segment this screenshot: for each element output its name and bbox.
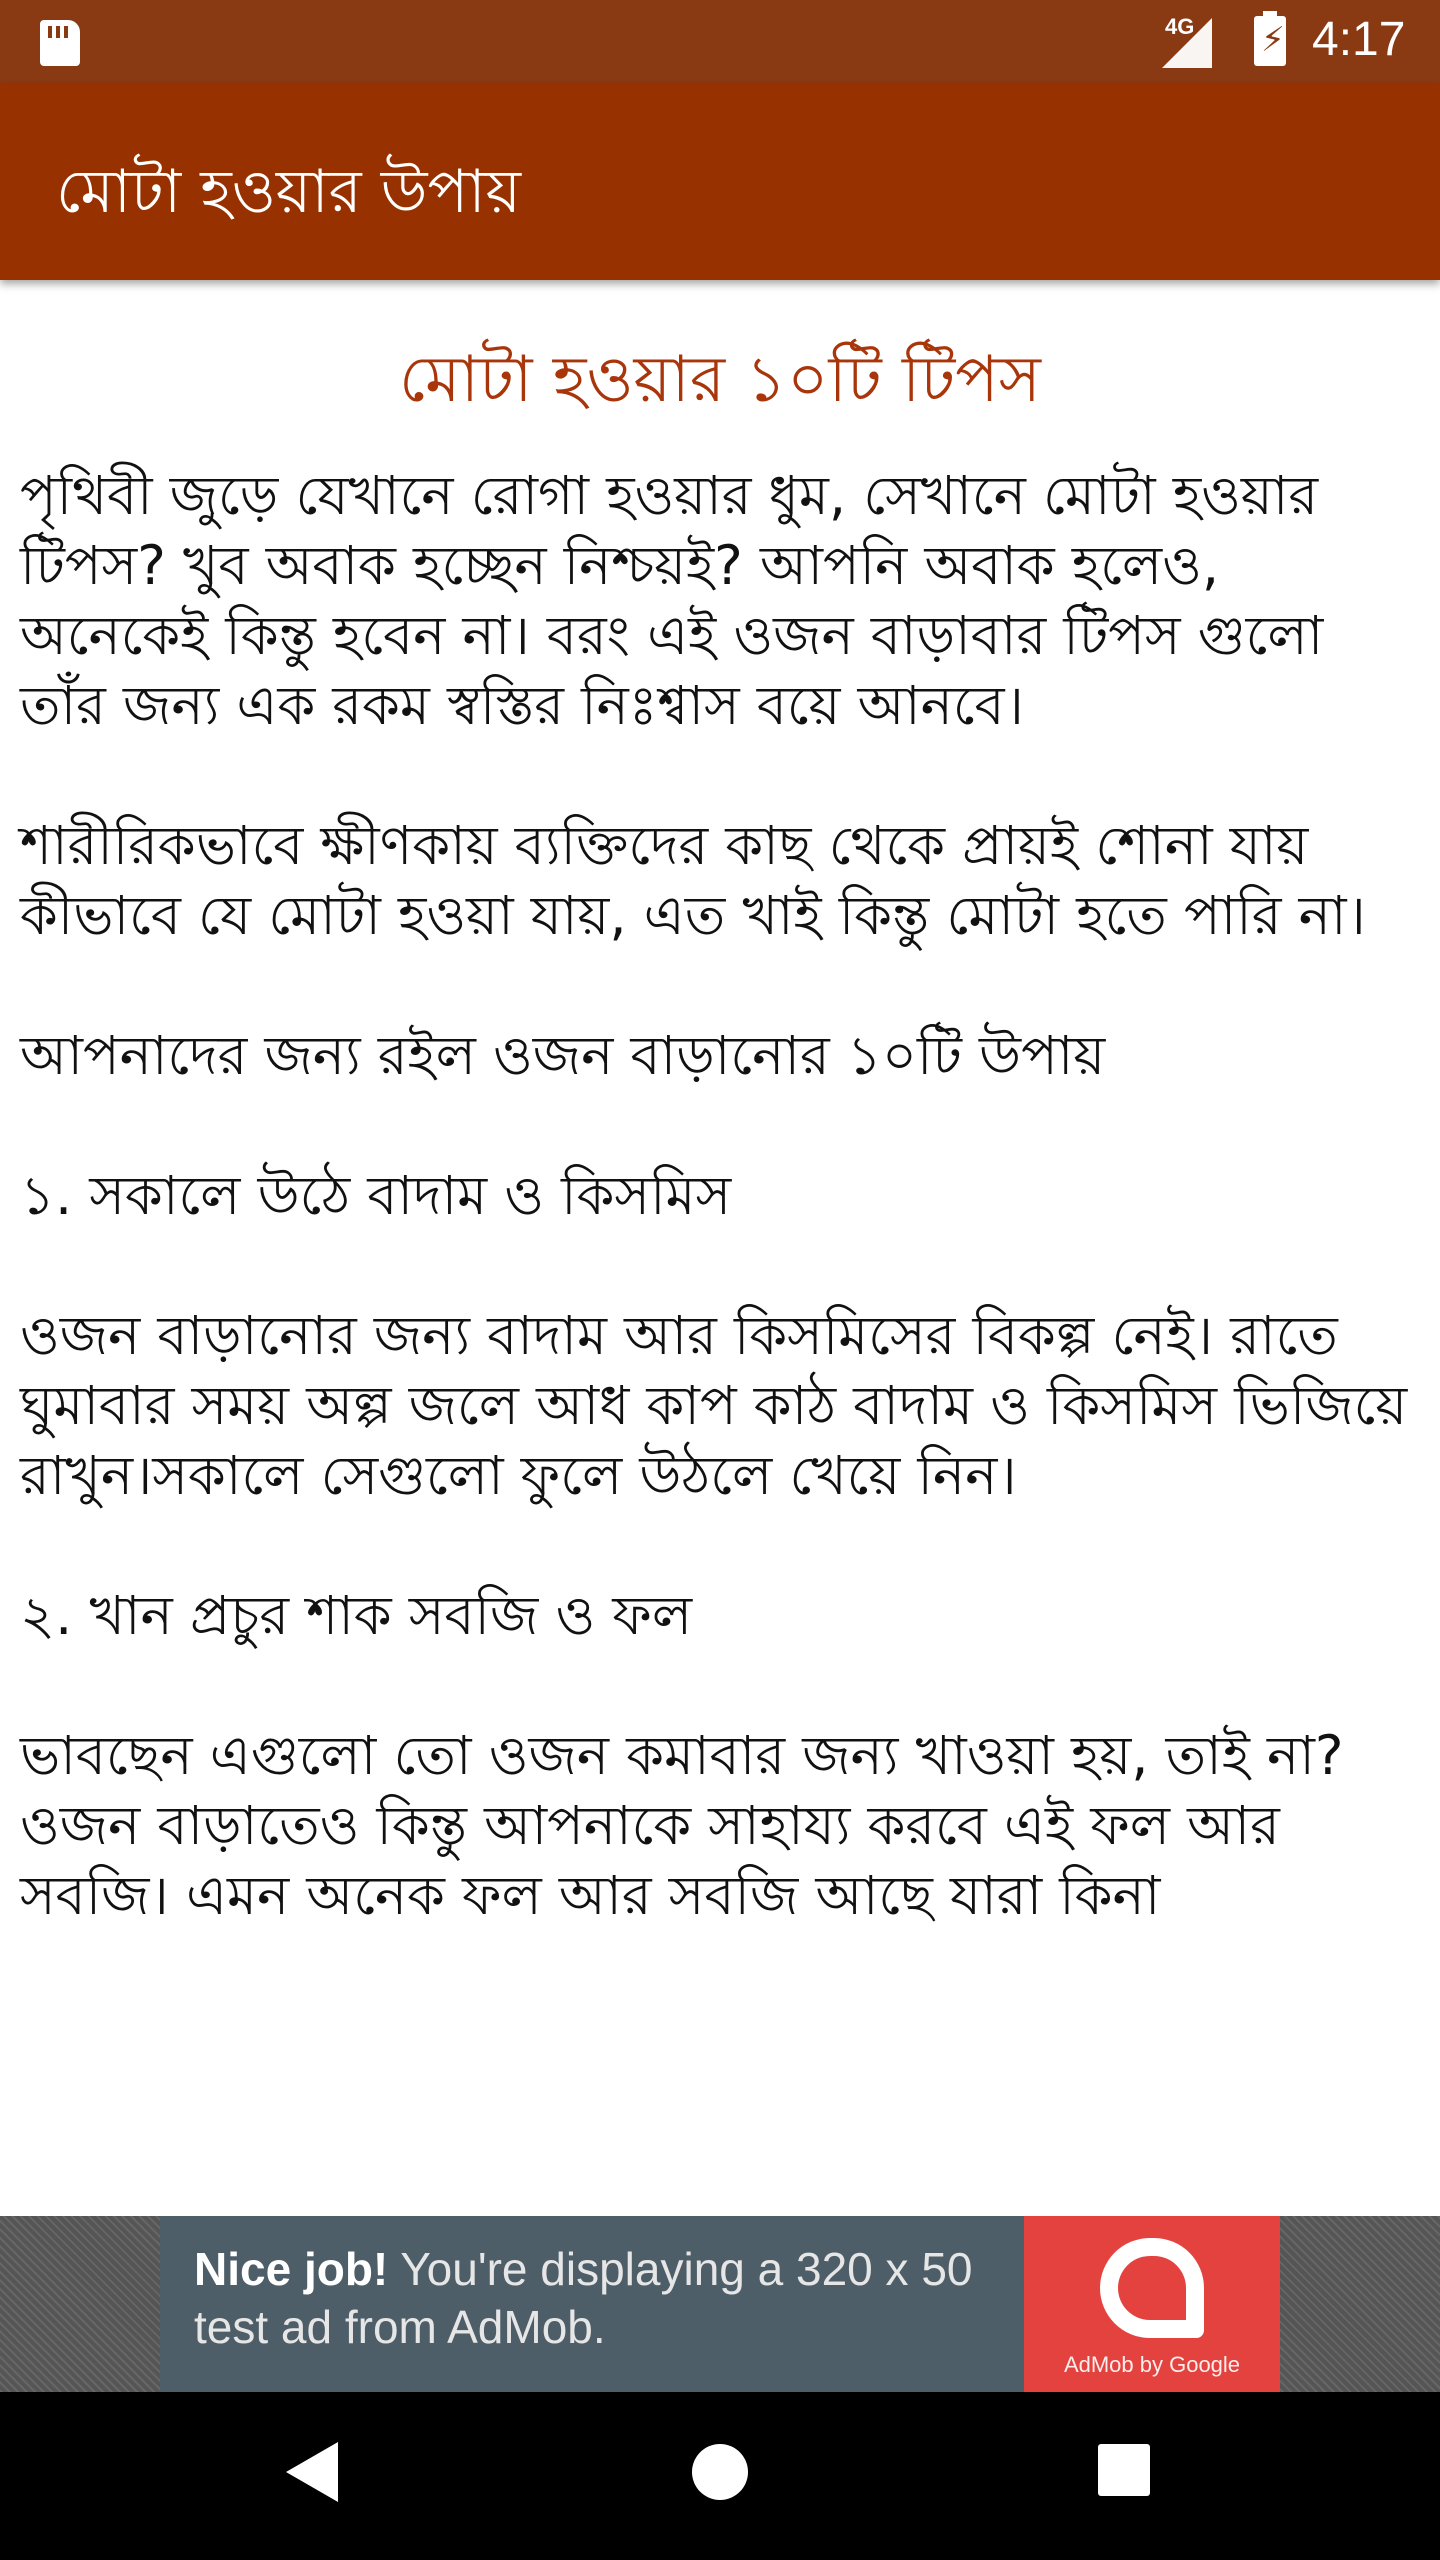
article-paragraph: ২. খান প্রচুর শাক সবজি ও ফল <box>20 1583 693 1647</box>
ad-banner[interactable] <box>0 2216 1440 2392</box>
network-type: 4G <box>1165 14 1195 39</box>
admob-icon <box>1100 2238 1204 2338</box>
navigation-bar <box>0 2392 1440 2560</box>
home-icon[interactable] <box>692 2444 748 2500</box>
article-paragraph: ওজন বাড়ানোর জন্য বাদাম আর কিসমিসের বিকল্প নেই। রাতে ঘুমাবার সময় অল্প জলে আধ কাপ কাঠ বাদাম ও কিসমিস ভিজিয়ে রাখুন।সকালে সেগুলো ফুলে উঠলে খেয়ে নিন। <box>20 1303 1408 1507</box>
article-content[interactable] <box>0 280 1440 2216</box>
recent-apps-icon[interactable] <box>1098 2444 1150 2496</box>
ad-body: You're displaying a 320 x 50 test ad from AdMob. <box>194 2243 973 2353</box>
status-bar <box>0 0 1440 84</box>
admob-brand-label: AdMob by Google <box>1063 2352 1241 2377</box>
ad-headline: Nice job! <box>194 2243 389 2295</box>
ad-text <box>194 2240 1014 2356</box>
back-icon[interactable] <box>286 2442 338 2502</box>
article-body <box>20 461 1420 1931</box>
article-paragraph: ১. সকালে উঠে বাদাম ও কিসমিস <box>20 1163 732 1227</box>
test-ad[interactable] <box>160 2216 1280 2392</box>
article-paragraph: পৃথিবী জুড়ে যেখানে রোগা হওয়ার ধুম, সেখানে মোটা হওয়ার টিপস? খুব অবাক হচ্ছেন নিশ্চয়ই? আপনি অবাক হলেও, অনেকেই কিন্তু হবেন না। বরং এই ওজন বাড়াবার টিপস গুলো তাঁর জন্য এক রকম স্বস্তির নিঃশ্বাস বয়ে আনবে। <box>20 463 1324 737</box>
article-paragraph: ভাবছেন এগুলো তো ওজন কমাবার জন্য খাওয়া হয়, তাই না? ওজন বাড়াতেও কিন্তু আপনাকে সাহায্য করবে এই ফল আর সবজি। এমন অনেক ফল আর সবজি আছে যারা কিনা <box>20 1723 1344 1927</box>
battery-charging-icon: ⚡ <box>1254 16 1286 66</box>
app-bar <box>0 84 1440 280</box>
admob-logo <box>1024 2216 1280 2392</box>
status-time: 4:17 <box>1312 13 1406 66</box>
sd-card-icon <box>40 20 80 66</box>
article-title: মোটা হওয়ার ১০টি টিপস <box>399 343 1041 417</box>
app-title: মোটা হওয়ার উপায় <box>56 157 521 227</box>
article-paragraph: আপনাদের জন্য রইল ওজন বাড়ানোর ১০টি উপায় <box>20 1023 1106 1087</box>
article-paragraph: শারীরিকভাবে ক্ষীণকায় ব্যক্তিদের কাছ থেকে প্রায়ই শোনা যায় কীভাবে যে মোটা হওয়া যায়, এত খাই কিন্তু মোটা হতে পারি না। <box>20 813 1366 947</box>
